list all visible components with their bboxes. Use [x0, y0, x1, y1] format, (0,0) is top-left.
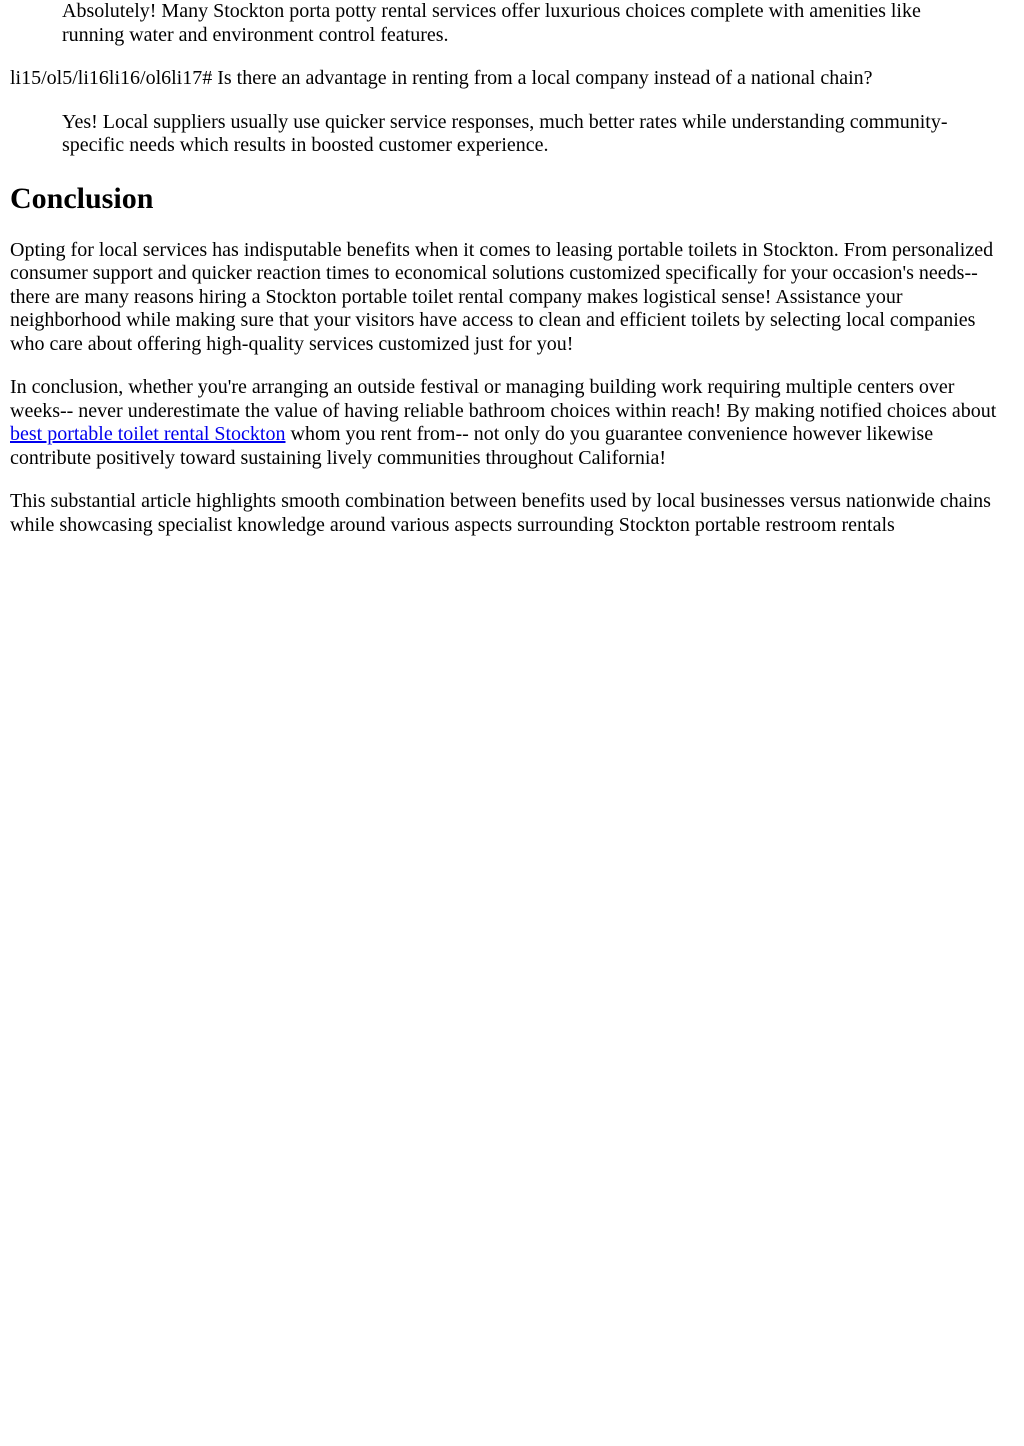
conclusion-paragraph-1: Opting for local services has indisputable benefits when it comes to leasing portable toilets in Stockton. From personalized consumer support and quicker reaction times to economical solutions customized specifically for your occasion's needs-- there are many reasons hiring a Stockton portable toilet rental company makes logistical sense! Assistance your neighborhood while making sure that your visitors have access to clean and efficient toilets by selecting local companies who care about offering high-quality services customized just for you!	[10, 238, 994, 355]
conclusion-paragraph-2-text-before: In conclusion, whether you're arranging an outside festival or managing building work requiring multiple centers over weeks-- never underestimate the value of having reliable bathroom choices within reach! By making notified choices about	[10, 376, 997, 422]
faq-answer-luxury: Absolutely! Many Stockton porta potty rental services offer luxurious choices complete with amenities like running water and environment control features.	[62, 0, 921, 46]
conclusion-heading: Conclusion	[10, 181, 154, 215]
article-page	[0, 0, 1024, 537]
faq-question-local: li15/ol5/li16li16/ol6li17# Is there an advantage in renting from a local company instead of a national chain?	[10, 67, 873, 89]
conclusion-paragraph-3: This substantial article highlights smooth combination between benefits used by local businesses versus nationwide chains while showcasing specialist knowledge around various aspects surrounding Stockton portable restroom rentals	[10, 490, 991, 536]
best-portable-toilet-link[interactable]: best portable toilet rental Stockton	[10, 423, 286, 445]
faq-answer-local: Yes! Local suppliers usually use quicker service responses, much better rates while understanding community-specific needs which results in boosted customer experience.	[62, 110, 948, 156]
conclusion-paragraph-2-text-after: whom you rent from-- not only do you guarantee convenience however likewise contribute positively toward sustaining lively communities throughout California!	[10, 423, 934, 469]
conclusion-paragraph-2	[10, 376, 1014, 470]
